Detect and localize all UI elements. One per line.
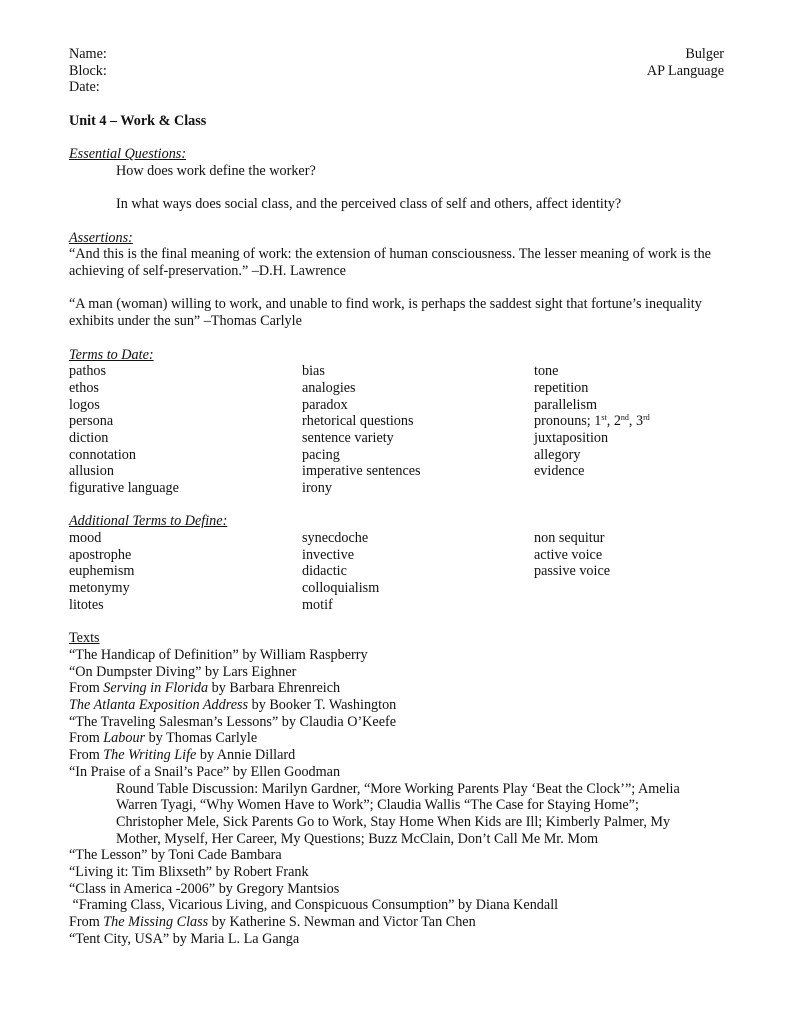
term: non sequitur	[534, 530, 605, 547]
text-entry: From Labour by Thomas Carlyle	[69, 730, 258, 747]
term: pathos	[69, 363, 107, 380]
term: allusion	[69, 463, 114, 480]
term: paradox	[302, 396, 348, 413]
term: repetition	[534, 379, 589, 396]
text-entry: The Atlanta Exposition Address by Booker T. Washington	[69, 697, 397, 714]
term: ethos	[69, 379, 99, 396]
term: sentence variety	[302, 429, 394, 446]
teacher-name: Bulger	[685, 46, 724, 62]
text-entry: From Serving in Florida by Barbara Ehrenreich	[69, 680, 341, 697]
term: mood	[69, 530, 102, 547]
round-table-line: Round Table Discussion: Marilyn Gardner, “More Working Parents Play ‘Beat the Clock’”; Amelia	[116, 780, 680, 797]
document-page	[69, 46, 724, 948]
term: rhetorical questions	[302, 413, 414, 430]
term: diction	[69, 429, 109, 446]
text-entry: “Class in America -2006” by Gregory Mantsios	[69, 880, 340, 897]
text-entry: From The Writing Life by Annie Dillard	[69, 747, 296, 764]
term: invective	[302, 546, 354, 563]
term: imperative sentences	[302, 463, 421, 480]
date-label: Date:	[69, 79, 100, 96]
term: didactic	[302, 563, 347, 580]
header-row-1	[69, 46, 724, 63]
additional-terms-heading: Additional Terms to Define:	[69, 513, 228, 530]
text-entry: “The Lesson” by Toni Cade Bambara	[69, 847, 282, 864]
text-entry: “In Praise of a Snail’s Pace” by Ellen Goodman	[69, 763, 341, 780]
text-entry: “Framing Class, Vicarious Living, and Conspicuous Consumption” by Diana Kendall	[69, 897, 559, 914]
header-row-3	[69, 79, 719, 96]
term: allegory	[534, 446, 581, 463]
terms-table	[69, 363, 719, 497]
term: passive voice	[534, 563, 611, 580]
term: tone	[534, 363, 559, 380]
round-table-line: Warren Tyagi, “Why Women Have to Work”; Claudia Wallis “The Case for Staying Home”;	[116, 797, 639, 814]
term: litotes	[69, 596, 104, 613]
term: pacing	[302, 446, 340, 463]
text-entry: “Tent City, USA” by Maria L. La Ganga	[69, 930, 300, 947]
term: synecdoche	[302, 530, 369, 547]
assertions-heading: Assertions:	[69, 229, 133, 246]
term: euphemism	[69, 563, 135, 580]
essential-question-2: In what ways does social class, and the perceived class of self and others, affect identity?	[116, 196, 622, 213]
term: logos	[69, 396, 100, 413]
terms-heading: Terms to Date:	[69, 346, 154, 363]
text-entry: “On Dumpster Diving” by Lars Eighner	[69, 663, 297, 680]
term: figurative language	[69, 480, 179, 497]
assertion-2: “A man (woman) willing to work, and unable to find work, is perhaps the saddest sight that fortune’s inequality exhibits under the sun” –Thomas Carlyle	[69, 296, 702, 330]
essential-questions-heading: Essential Questions:	[69, 146, 187, 163]
round-table-line: Christopher Mele, Sick Parents Go to Work, Stay Home When Kids are Ill; Kimberly Palmer, My	[116, 813, 671, 830]
term: persona	[69, 413, 114, 430]
term: juxtaposition	[534, 429, 609, 446]
name-label: Name:	[69, 46, 107, 62]
essential-question-1: How does work define the worker?	[116, 162, 316, 179]
term: motif	[302, 596, 333, 613]
term: colloquialism	[302, 580, 380, 597]
additional-terms-table	[69, 530, 719, 613]
texts-heading: Texts	[69, 630, 100, 647]
term: active voice	[534, 546, 603, 563]
term: apostrophe	[69, 546, 132, 563]
term-pronouns: pronouns; 1st, 2nd, 3rd	[534, 413, 650, 430]
term: irony	[302, 480, 332, 497]
text-entry: “The Traveling Salesman’s Lessons” by Claudia O’Keefe	[69, 713, 397, 730]
term: parallelism	[534, 396, 598, 413]
text-entry: From The Missing Class by Katherine S. Newman and Victor Tan Chen	[69, 914, 476, 931]
text-entry: “Living it: Tim Blixseth” by Robert Frank	[69, 864, 309, 881]
text-entry: “The Handicap of Definition” by William Raspberry	[69, 646, 368, 663]
term: bias	[302, 363, 325, 380]
round-table-line: Mother, Myself, Her Career, My Questions; Buzz McClain, Don’t Call Me Mr. Mom	[116, 830, 599, 847]
block-label: Block:	[69, 62, 107, 79]
term: metonymy	[69, 580, 130, 597]
course-name: AP Language	[646, 62, 724, 79]
term: analogies	[302, 379, 356, 396]
header-row-2	[69, 62, 724, 80]
unit-title: Unit 4 – Work & Class	[69, 112, 207, 129]
term: connotation	[69, 446, 136, 463]
term: evidence	[534, 463, 585, 480]
assertion-1: “And this is the final meaning of work: the extension of human consciousness. The lesser meaning of work is the achieving of self-preservation.” –D.H. Lawrence	[69, 246, 711, 280]
